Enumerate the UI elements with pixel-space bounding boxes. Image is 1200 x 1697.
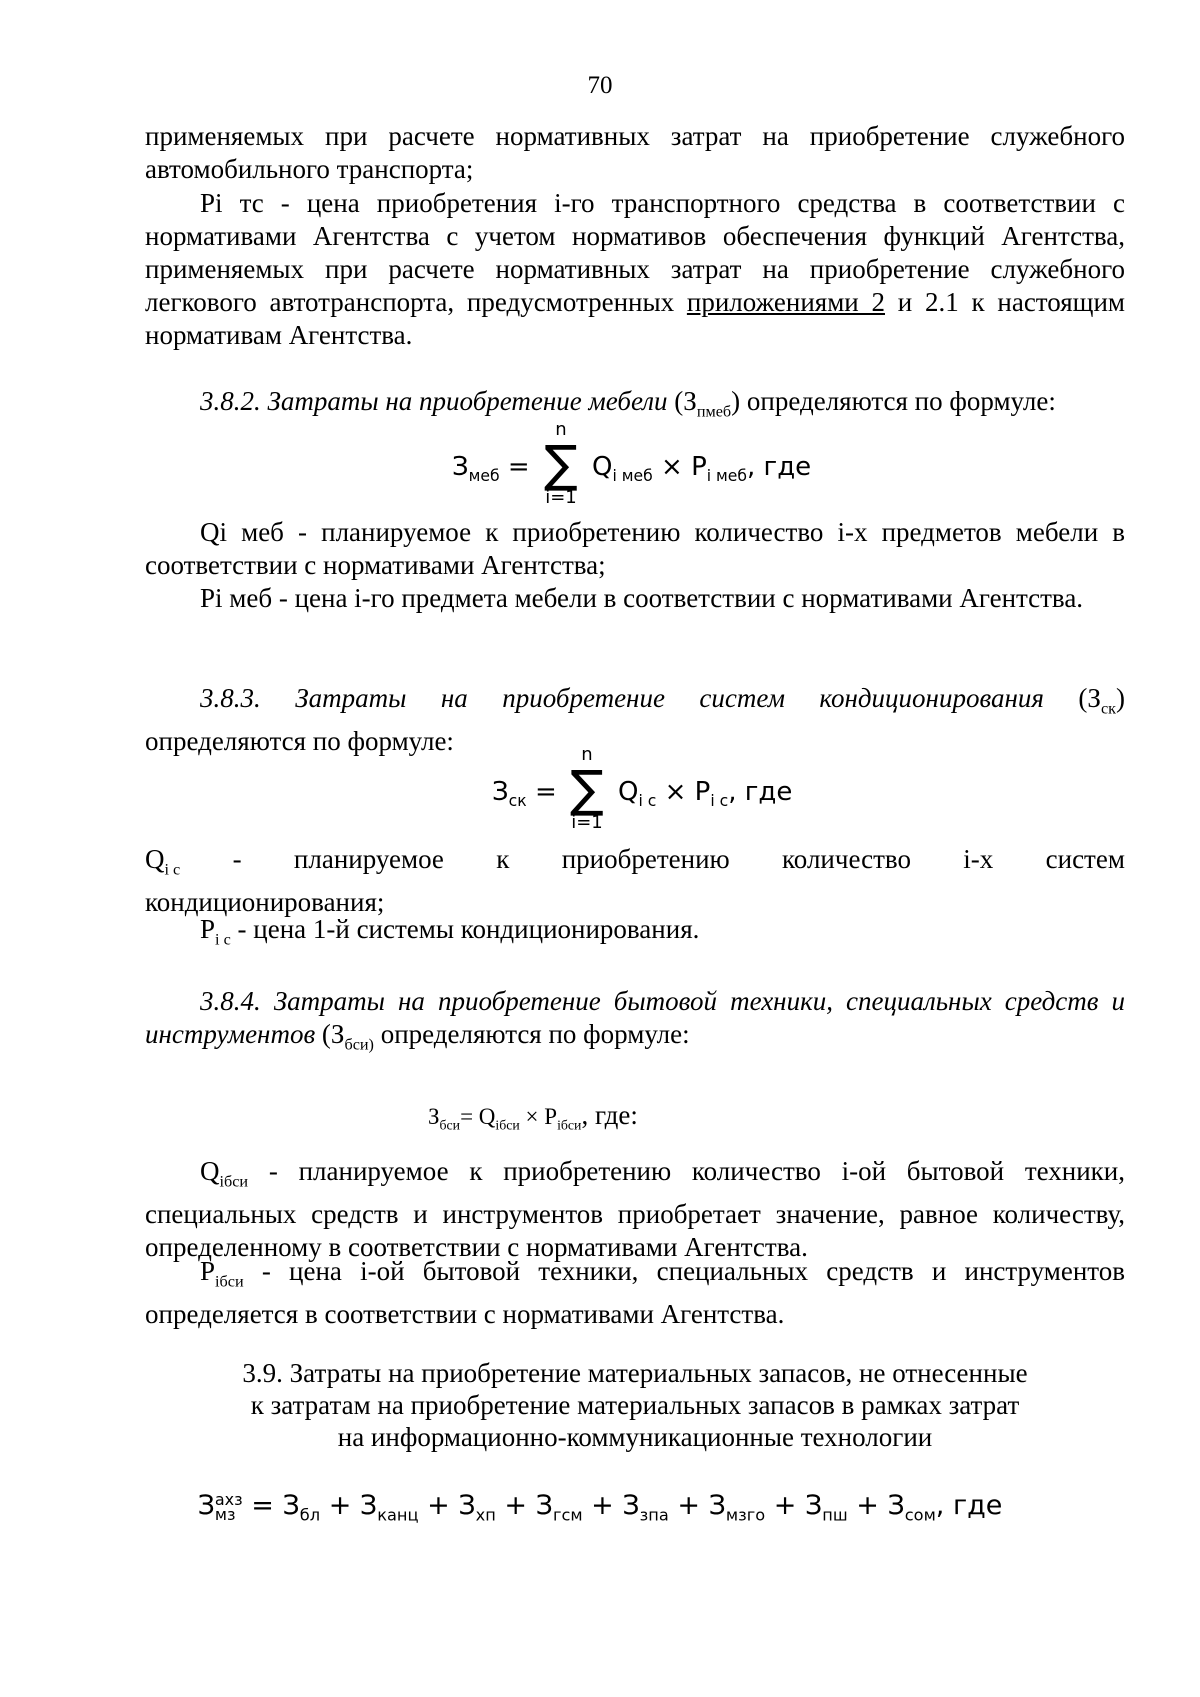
f4-term: + $З_{пш}$ [765, 1490, 848, 1525]
f1-sum: n ∑ i=1 [536, 420, 586, 508]
p1-line1: применяемых при расчете нормативных затрат на приобретение служебного [145, 121, 1125, 151]
s383-title: 3.8.3. Затраты на приобретение систем кондиционирования [200, 683, 1044, 713]
s382-title: 3.8.2. Затраты на приобретение мебели [200, 386, 668, 416]
s382-variable: $(З_{пмеб})$ [674, 386, 741, 421]
f4-terms [282, 1490, 936, 1525]
s384-title: 3.8.4. Затраты на приобретение бытовой техники, специальных средств и инструментов [145, 986, 1125, 1049]
paragraph-pi-tc [145, 187, 1125, 352]
s382-tail: определяются по формуле: [746, 386, 1056, 416]
f2-lhs: $З_{ск}$ = [492, 777, 557, 811]
f4-lhs: З ахз мз [197, 1489, 243, 1524]
p-c-definition: $P_{i с}$ - цена 1-й системы кондиционирования. [200, 914, 700, 949]
f4-term: + $З_{зпа}$ [582, 1490, 669, 1525]
pi-tc-text [145, 187, 1125, 352]
f4-term: + $З_{мзго}$ [668, 1490, 766, 1525]
q-c-definition: $Q_{i с}$ - планируемое к приобретению количество i-х систем кондиционирования; [145, 844, 1125, 918]
plus-operator: + [418, 1490, 459, 1521]
s384-tail: определяются по формуле: [373, 1019, 690, 1049]
f2-rhs: $Q_{i с} \times P_{i с}$, где [618, 777, 793, 811]
f4-term: $З_{бл}$ [282, 1490, 321, 1525]
sigma-icon: ∑ [544, 435, 578, 493]
sigma-icon: ∑ [570, 760, 604, 818]
section-3-8-4-heading [145, 985, 1125, 1061]
p1-line2: автомобильного транспорта; [145, 154, 474, 184]
plus-operator: + [320, 1490, 360, 1521]
f4-term: + $З_{хп}$ [418, 1490, 496, 1525]
f4-term: + $З_{гсм}$ [495, 1490, 583, 1525]
f4-term: + $З_{сом}$ [847, 1490, 936, 1525]
f4-term: + $З_{канц}$ [320, 1490, 419, 1525]
page-number: 70 [587, 72, 613, 99]
p-meb-definition: Pi меб - цена i-го предмета мебели в соответствии с нормативами Агентства. [200, 583, 1084, 613]
s383-tail: определяются по формуле: [145, 726, 454, 757]
section-3-9-heading: 3.9. Затраты на приобретение материальных запасов, не отнесенные к затратам на приобретение материальных запасов в рамках затрат на информационно-коммуникационные технологии [242, 1358, 1028, 1452]
pi-tc-part1: Pi тс - цена приобретения i-го транспортного средства в соответствии с нормативами Агентства с учетом нормативов обеспечения функций Агентства, применяемых при расчете нормативных затрат на приобретение служебного легкового автотранспорта, предусмотренных [145, 188, 1125, 317]
plus-operator: + [765, 1490, 805, 1521]
f1-rhs: $Q_{i меб} \times P_{i меб}$, где [592, 452, 812, 486]
formula-appliances: $З_{бси}= Q_{iбси} \times P_{iбси}$, где: [428, 1100, 638, 1133]
appendix-link[interactable]: приложениями 2 [686, 287, 885, 317]
p-bsi-definition: $P_{iбси}$ - цена i-ой бытовой техники, специальных средств и инструментов определяется в соответствии с нормативами Агентства. [145, 1256, 1125, 1330]
q-bsi-definition: $Q_{iбси}$ - планируемое к приобретению количество i-ой бытовой техники, специальных средств и инструментов приобретает значение, равное количеству, определенному в соответствии с нормативами Агентства. [145, 1156, 1125, 1263]
pi-tc-part2: и 2.1 к настоящим нормативам Агентства. [145, 287, 1125, 350]
q-meb-definition: Qi меб - планируемое к приобретению количество i-х предметов мебели в соответствии с нормативами Агентства; [145, 517, 1125, 580]
plus-operator: + [582, 1490, 623, 1521]
f2-sum: n ∑ i=1 [562, 745, 612, 833]
s384-variable: ($З_{бси)}$ [321, 1019, 374, 1054]
plus-operator: + [847, 1490, 888, 1521]
s383-variable: $(З_{ск})$ [1078, 683, 1126, 718]
plus-operator: + [668, 1490, 709, 1521]
formula-conditioning [0, 745, 1200, 835]
plus-operator: + [495, 1490, 536, 1521]
paragraph-continuation [145, 120, 1125, 186]
f1-lhs: $З_{меб}$ = [452, 452, 530, 486]
formula-furniture [0, 420, 1200, 510]
formula-material-stocks: З ахз мз = $З_{бл} + З_{канц} + З_{хп} + З_{гсм} + З_{зпа} + З_{мзго} + З_{пш} + З_{сом}$, где [197, 1489, 1003, 1525]
